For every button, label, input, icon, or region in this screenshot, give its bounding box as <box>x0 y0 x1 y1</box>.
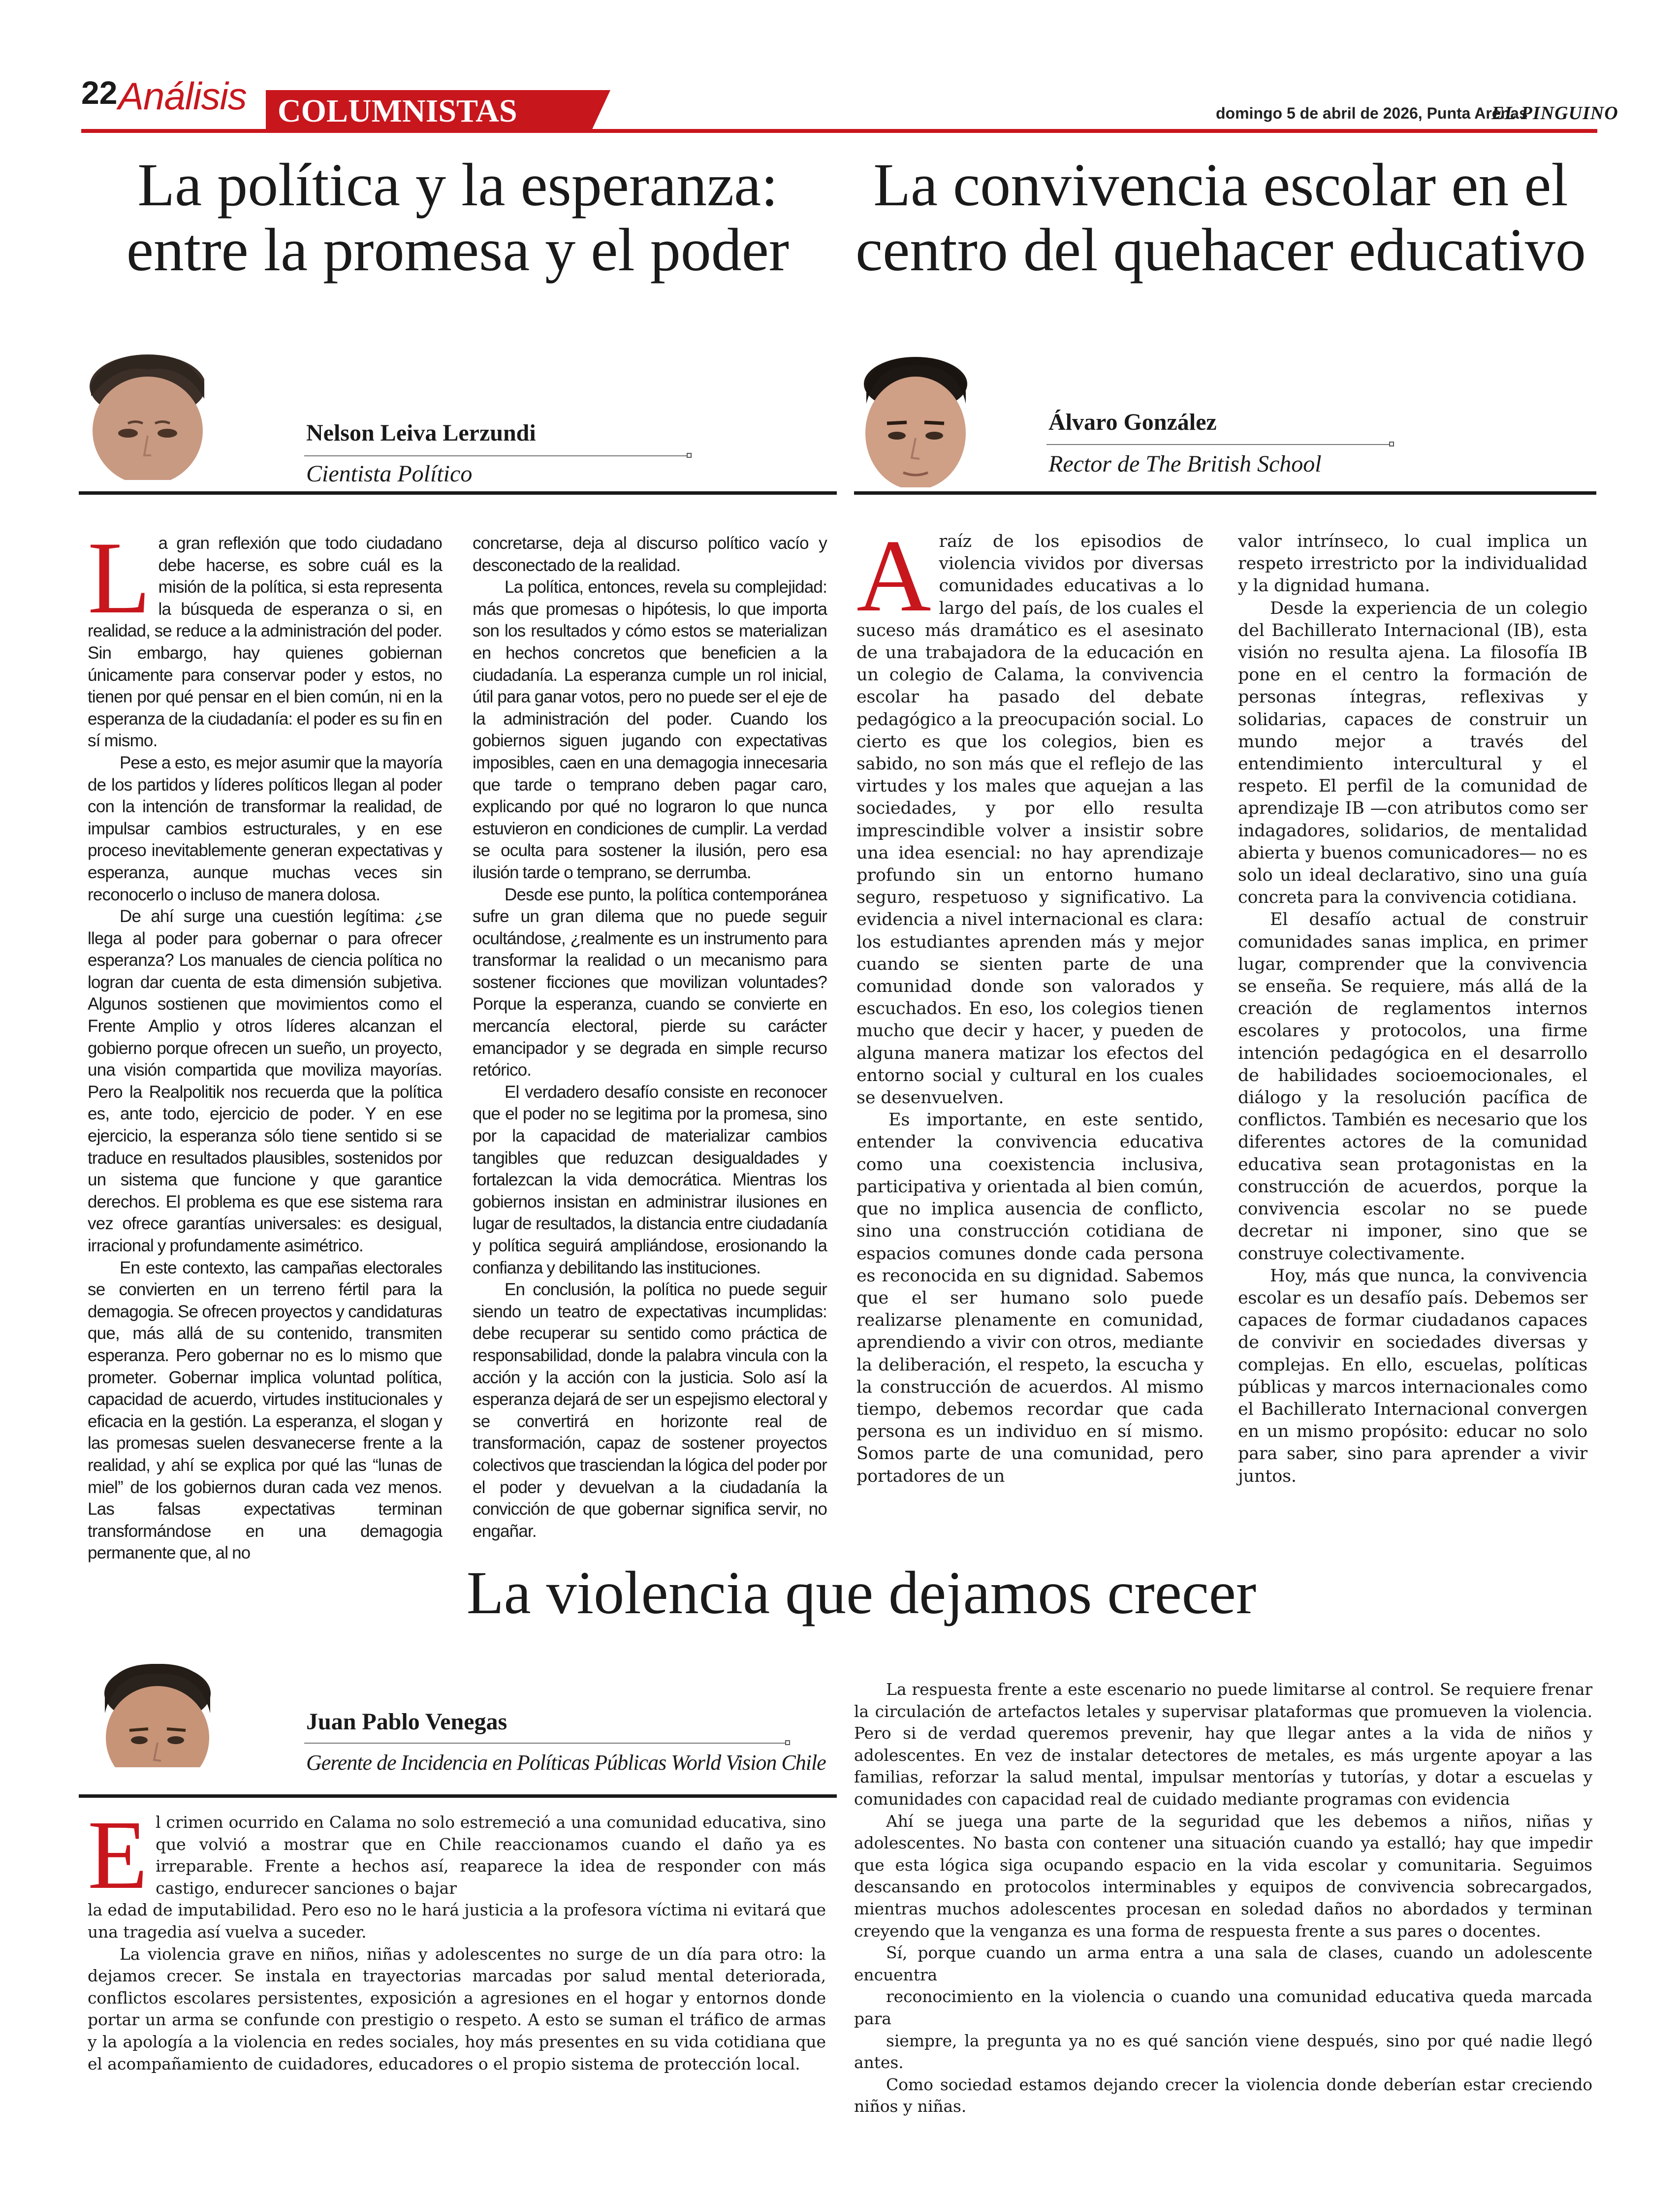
article2-headline: La convivencia escolar en el centro del quehacer educativo <box>856 151 1586 284</box>
masthead-logo: EL PINGUINO <box>1491 103 1618 124</box>
article1-author-role: Cientista Político <box>306 461 473 487</box>
article1-headline: La política y la esperanza: entre la promesa y el poder <box>126 151 790 284</box>
article3-paragraph-1: El crimen ocurrido en Calama no solo estremeció a una comunidad educativa, sino que volvió a mostrar que en Chile reaccionamos cuando el daño ya es irreparable. Frente a hechos así, reaparece la idea de responder con más castigo, endurecer sanciones o bajar <box>88 1801 826 1910</box>
page-number: 22 <box>81 74 118 111</box>
section-label-tip <box>591 90 610 132</box>
article3-paragraph-4: La respuesta frente a este escenario no puede limitarse al control. Se requiere frenar la circulación de artefactos letales y supervisar plataformas que promueven la violencia. Pero si de verdad queremos prevenir, hay que llegar antes a la vida de niños y adolescentes. En vez de instalar detectores de metales, es más urgente apoyar a las familias, reforzar la salud mental, impulsar mentorías y tutorías, y dotar a escuelas y comunidades con capacidad real de cuidado mediante programas con evidencia <box>854 1680 1592 1809</box>
article3-paragraph-7: reconocimiento en la violencia o cuando una comunidad educativa queda marcada para <box>854 1987 1592 2028</box>
article1-paragraph-7: Desde ese punto, la política contemporánea sufre un gran dilema que no puede seguir ocultándose, ¿realmente es un instrumento para transformar la realidad o un mecanismo para sostener ficciones que movilizan voluntades? Porque la esperanza, cuando se convierte en mercancía electoral, pierde su carácter emancipador y se degrada en simple recurso retórico. <box>473 885 827 1080</box>
article2-author-name: Álvaro González <box>1048 409 1217 435</box>
article2-byline-dot <box>1389 442 1394 446</box>
article3-author-role: Gerente de Incidencia en Políticas Públicas World Vision Chile <box>306 1751 826 1775</box>
article3-paragraph-6: Sí, porque cuando un arma entra a una sala de clases, cuando un adolescente encuentra <box>854 1943 1592 1984</box>
article2-column-2 <box>1238 531 1587 1488</box>
article3-author-name: Juan Pablo Venegas <box>306 1709 507 1735</box>
article2-rule <box>854 491 1596 495</box>
article3-rule <box>79 1794 837 1798</box>
dateline: domingo 5 de abril de 2026, Punta Arenas <box>1216 104 1528 122</box>
article1-paragraph-5: concretarse, deja al discurso político vacío y desconectado de la realidad. <box>473 534 827 575</box>
article2-paragraph-5: El desafío actual de construir comunidades sanas implica, en primer lugar, comprender que la convivencia se enseña. Se requiere, más allá de la creación de reglamentos internos escolares y protocolos, una firme intención pedagógica en el desarrollo de habilidades socioemocionales, el diálogo y la resolución pacífica de conflictos. También es necesario que los diferentes actores de la comunidad educativa sean protagonistas en la construcción de acuerdos, porque la convivencia escolar no se puede decretar ni imponer, sino que se construye colectivamente. <box>1238 910 1587 1264</box>
article2-column-1 <box>856 519 1204 1488</box>
article1-paragraph-8: El verdadero desafío consiste en reconocer que el poder no se legitima por la promesa, sino por la capacidad de materializar cambios tangibles que reduzcan desigualdades y fortalezcan la vida democrática. Mientras los gobiernos insistan en administrar ilusiones en lugar de resultados, la distancia entre ciudadanía y política seguirá ampliándose, erosionando la confianza y debilitando las instituciones. <box>473 1082 827 1277</box>
article1-column-2 <box>473 533 827 1542</box>
article2-byline-rule <box>1046 444 1391 445</box>
article2-paragraph-3: valor intrínseco, lo cual implica un respeto irrestricto por la individualidad y la dignidad humana. <box>1238 532 1587 596</box>
article3-paragraph-8: siempre, la pregunta ya no es qué sanción viene después, sino por qué nadie llegó antes. <box>854 2031 1592 2072</box>
article1-author-photo <box>86 350 204 480</box>
article1-rule <box>79 491 837 495</box>
article2-paragraph-2: Es importante, en este sentido, entender la convivencia educativa como una coexistencia inclusiva, participativa y orientada al bien común, que no implica ausencia de conflicto, sino una construcción cotidiana de espacios comunes donde cada persona es reconocida en su dignidad. Sabemos que el ser humano solo puede realizarse plenamente en comunidad, aprendiendo a vivir con otros, mediante la deliberación, el respeto, la escucha y la construcción de acuerdos. Al mismo tiempo, debemos recordar que cada persona es un individuo en sí mismo. Somos parte de una comunidad, pero portadores de un <box>856 1110 1204 1486</box>
article1-paragraph-4: En este contexto, las campañas electorales se convierten en un terreno fértil para la demagogia. Se ofrecen proyectos y candidaturas que, más allá de su contenido, transmiten esperanza. Pero gobernar no es lo mismo que prometer. Gobernar implica voluntad política, capacidad de acuerdo, virtudes institucionales y eficacia en la gestión. La esperanza, el slogan y las promesas suelen desvanecerse frente a la realidad, y ahí se explica por qué las “lunas de miel” de los gobiernos duran cada vez menos. Las falsas expectativas terminan transformándose en una demagogia permanente que, al no <box>88 1258 442 1563</box>
article2-author-photo <box>856 354 975 487</box>
article3-column-1 <box>88 1801 826 2075</box>
article1-column-1 <box>88 521 442 1564</box>
section-label: COLUMNISTAS <box>266 90 591 132</box>
article3-headline: La violencia que dejamos crecer <box>466 1559 1257 1626</box>
article2-paragraph-1: Araíz de los episodios de violencia vividos por diversas comunidades educativas a lo largo del país, de los cuales el suceso más dramático es el asesinato de una trabajadora de la educación en un colegio de Calama, la convivencia escolar ha pasado del debate pedagógico a la preocupación social. Lo cierto es que los colegios, bien es sabido, no son más que el reflejo de las virtudes y los males que aquejan a las sociedades, y por ello resulta imprescindible volver a insistir sobre una idea esencial: no hay aprendizaje profundo sin un entorno humano seguro, respetuoso y significativo. La evidencia a nivel internacional es clara: los estudiantes aprenden más y mejor cuando se sienten parte de una comunidad donde son valorados y escuchados. En eso, los colegios tienen mucho que decir y hacer, y pueden de alguna manera matizar los efectos del entorno social y cultural en los cuales se desenvuelven. <box>856 519 1204 1108</box>
article1-byline-rule <box>304 455 688 456</box>
article1-paragraph-9: En conclusión, la política no puede seguir siendo un teatro de expectativas incumplidas: debe recuperar su sentido como práctica de responsabilidad, donde la palabra vincula con la acción y la acción con la justicia. Solo así la esperanza dejará de ser un espejismo electoral y se convertirá en horizonte real de transformación, capaz de sostener proyectos colectivos que trasciendan la lógica del poder por el poder y devuelvan a la ciudadanía la convicción de que gobernar significa servir, no engañar. <box>473 1280 827 1541</box>
article3-dropcap: E <box>88 1801 148 1910</box>
article2-paragraph-6: Hoy, más que nunca, la convivencia escolar es un desafío país. Debemos ser capaces de formar ciudadanos capaces de convivir en sociedades diversas y complejas. En ello, escuelas, políticas públicas y marcos internacionales como el Bachillerato Internacional convergen en un mismo propósito: educar no solo para saber, sino para aprender a vivir juntos. <box>1238 1266 1587 1486</box>
article3-byline-rule <box>304 1743 787 1744</box>
article3-paragraph-2: la edad de imputabilidad. Pero eso no le hará justicia a la profesora víctima ni evitará que una tragedia así vuelva a suceder. <box>88 1900 826 1942</box>
article1-paragraph-2: Pese a esto, es mejor asumir que la mayoría de los partidos y líderes políticos llegan al poder con la intención de transformar la realidad, de impulsar cambios estructurales, y en ese proceso inevitablemente generan expectativas y esperanza, aunque muchas veces sin reconocerlo o incluso de manera dolosa. <box>88 753 442 904</box>
article1-byline-dot <box>687 453 692 458</box>
article3-byline-dot <box>785 1740 790 1745</box>
article1-paragraph-1: La gran reflexión que todo ciudadano debe hacerse, es sobre cuál es la misión de la política, si esta representa la búsqueda de esperanza o si, en realidad, se reduce a la administración del poder. Sin embargo, hay quienes gobiernan únicamente para conservar poder y estos, no tienen por qué pensar en el bien común, ni en la esperanza de la ciudadanía: el poder es su fin en sí mismo. <box>88 521 442 751</box>
article3-paragraph-9: Como sociedad estamos dejando crecer la violencia donde deberían estar creciendo niños y niñas. <box>854 2074 1592 2116</box>
article3-author-photo <box>96 1659 214 1767</box>
article1-dropcap: L <box>88 521 151 635</box>
article2-dropcap: A <box>856 519 931 633</box>
article3-paragraph-5: Ahí se juega una parte de la seguridad que les debemos a niños, niñas y adolescentes. No basta con contener una situación cuando ya estalló; hay que impedir que esta lógica siga ocupando espacio en la vida escolar y comunitaria. Seguimos descansando en protocolos interminables y equipos de convivencia sobrecargados, mientras muchos adolescentes procesan en soledad daños no abordados y terminan creyendo que la venganza es una forma de respuesta frente a sus pares o docentes. <box>854 1811 1592 1941</box>
article2-author-role: Rector de The British School <box>1048 451 1322 477</box>
article1-paragraph-3: De ahí surge una cuestión legítima: ¿se llega al poder para gobernar o para ofrecer esperanza? Los manuales de ciencia política no logran dar cuenta de esta dimensión subjetiva. Algunos sostienen que movimientos como el Frente Amplio y otros líderes alcanzan el gobierno porque ofrecen un sueño, un proyecto, una visión compartida que moviliza mayorías. Pero la Realpolitik nos recuerda que la política es, ante todo, ejercicio de poder. Y en ese ejercicio, la esperanza sólo tiene sentido si se traduce en resultados plausibles, sostenidos por un sistema que funcione y que garantice derechos. El problema es que ese sistema rara vez ofrece garantías universales: es desigual, irracional y profundamente asimétrico. <box>88 907 442 1255</box>
header-rule <box>81 129 1597 133</box>
article1-author-name: Nelson Leiva Lerzundi <box>306 420 536 446</box>
section-script-label: Análisis <box>118 74 247 118</box>
article2-paragraph-4: Desde la experiencia de un colegio del Bachillerato Internacional (IB), esta visión no resulta ajena. La filosofía IB pone en el centro la formación de personas íntegras, reflexivas y solidarias, capaces de construir un mundo mejor a través del entendimiento intercultural y el respeto. El perfil de la comunidad de aprendizaje IB —con atributos como ser indagadores, solidarios, de mentalidad abierta y buenos comunicadores— no es solo un ideal declarativo, sino una guía concreta para la convivencia cotidiana. <box>1238 598 1587 908</box>
article1-paragraph-6: La política, entonces, revela su complejidad: más que promesas o hipótesis, lo que importa son los resultados y cómo estos se materializan en hechos concretos que beneficien a la ciudadanía. La esperanza cumple un rol inicial, útil para ganar votos, pero no puede ser el eje de la administración del poder. Cuando los gobiernos siguen jugando con expectativas imposibles, caen en una demagogia innecesaria que tarde o temprano deben pagar caro, explicando por qué no lograron lo que nunca estuvieron en condiciones de cumplir. La verdad se oculta para sostener la ilusión, pero esa ilusión tarde o temprano, se derrumba. <box>473 577 827 882</box>
article3-paragraph-3: La violencia grave en niños, niñas y adolescentes no surge de un día para otro: la dejamos crecer. Se instala en trayectorias marcadas por salud mental deteriorada, conflictos escolares persistentes, exposición a agresiones en el hogar y entornos donde portar un arma se confunde con prestigio o respeto. A esto se suman el tráfico de armas y la apología a la violencia en redes sociales, hoy más presentes en su vida cotidiana que el acompañamiento de cuidadores, educadores o el propio sistema de protección local. <box>88 1944 826 2073</box>
article3-column-2 <box>854 1679 1592 2118</box>
